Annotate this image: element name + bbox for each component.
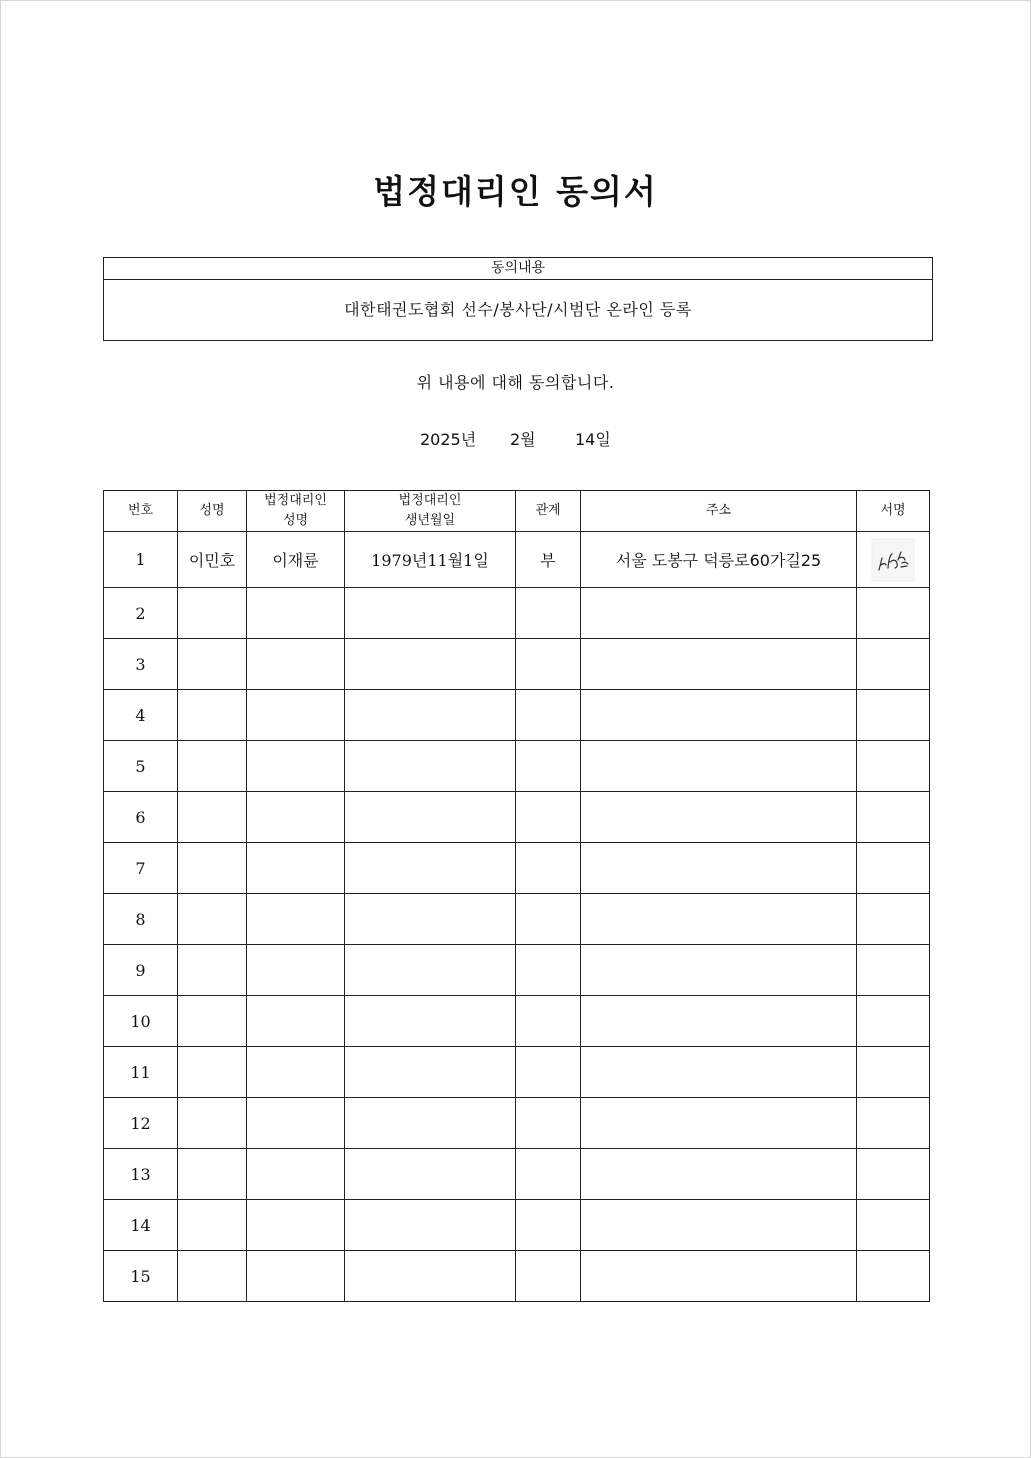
cell-address <box>581 690 857 741</box>
cell-birth <box>345 741 516 792</box>
cell-address <box>581 1047 857 1098</box>
cell-signature <box>857 1047 930 1098</box>
cell-relation <box>516 843 581 894</box>
cell-no: 14 <box>104 1200 178 1251</box>
cell-signature <box>857 690 930 741</box>
header-no: 번호 <box>104 491 178 532</box>
cell-address <box>581 792 857 843</box>
cell-name <box>178 1200 247 1251</box>
cell-address: 서울 도봉구 덕릉로60가길25 <box>581 532 857 588</box>
cell-guardian <box>247 1047 345 1098</box>
document-title: 법정대리인 동의서 <box>373 172 658 211</box>
cell-birth <box>345 894 516 945</box>
cell-guardian <box>247 894 345 945</box>
agree-statement: 위 내용에 대해 동의합니다. <box>416 373 615 392</box>
cell-guardian: 이재륜 <box>247 532 345 588</box>
cell-relation <box>516 1200 581 1251</box>
cell-guardian <box>247 792 345 843</box>
table-row <box>104 1047 930 1098</box>
cell-birth <box>345 1149 516 1200</box>
cell-birth <box>345 639 516 690</box>
cell-birth <box>345 1098 516 1149</box>
cell-signature <box>857 1251 930 1302</box>
cell-name <box>178 1149 247 1200</box>
cell-guardian <box>247 945 345 996</box>
cell-birth <box>345 690 516 741</box>
header-signature: 서명 <box>857 491 930 532</box>
cell-address <box>581 741 857 792</box>
cell-signature <box>857 945 930 996</box>
cell-name <box>178 690 247 741</box>
date-line <box>0 427 1031 449</box>
cell-address <box>581 1251 857 1302</box>
cell-no: 9 <box>104 945 178 996</box>
cell-birth <box>345 1251 516 1302</box>
cell-signature <box>857 792 930 843</box>
table-row <box>104 532 930 588</box>
cell-relation <box>516 894 581 945</box>
cell-name <box>178 1098 247 1149</box>
header-address: 주소 <box>581 491 857 532</box>
header-guardian-name-line2: 성명 <box>282 513 309 528</box>
cell-no: 3 <box>104 639 178 690</box>
cell-signature <box>857 588 930 639</box>
cell-guardian <box>247 1251 345 1302</box>
cell-name: 이민호 <box>178 532 247 588</box>
cell-signature <box>857 1200 930 1251</box>
cell-birth <box>345 945 516 996</box>
date-year: 2025년 <box>420 430 477 449</box>
cell-guardian <box>247 741 345 792</box>
cell-no: 12 <box>104 1098 178 1149</box>
cell-address <box>581 1149 857 1200</box>
cell-name <box>178 996 247 1047</box>
cell-birth <box>345 996 516 1047</box>
table-row <box>104 741 930 792</box>
cell-guardian <box>247 1200 345 1251</box>
cell-relation <box>516 1098 581 1149</box>
header-name: 성명 <box>178 491 247 532</box>
cell-guardian <box>247 1098 345 1149</box>
cell-no: 11 <box>104 1047 178 1098</box>
cell-guardian <box>247 690 345 741</box>
table-row <box>104 945 930 996</box>
cell-birth <box>345 588 516 639</box>
header-guardian-birth-line2: 생년월일 <box>404 513 456 528</box>
cell-signature <box>857 1149 930 1200</box>
table-row <box>104 1251 930 1302</box>
consent-content: 대한태권도협회 선수/봉사단/시범단 온라인 등록 <box>344 300 692 319</box>
cell-signature <box>857 741 930 792</box>
cell-address <box>581 843 857 894</box>
consent-header: 동의내용 <box>104 258 932 280</box>
table-row <box>104 792 930 843</box>
signature-image <box>871 538 915 582</box>
consent-box <box>103 257 933 341</box>
cell-address <box>581 1200 857 1251</box>
header-guardian-name-line1: 법정대리인 <box>264 493 327 508</box>
cell-birth <box>345 1200 516 1251</box>
cell-name <box>178 792 247 843</box>
cell-guardian <box>247 1149 345 1200</box>
cell-guardian <box>247 588 345 639</box>
cell-birth: 1979년11월1일 <box>345 532 516 588</box>
cell-relation <box>516 588 581 639</box>
cell-relation <box>516 1047 581 1098</box>
cell-no: 1 <box>104 532 178 588</box>
table-row <box>104 1200 930 1251</box>
cell-relation: 부 <box>516 532 581 588</box>
cell-no: 5 <box>104 741 178 792</box>
cell-guardian <box>247 996 345 1047</box>
cell-relation <box>516 996 581 1047</box>
header-guardian-birth-line1: 법정대리인 <box>398 493 462 508</box>
cell-signature <box>857 639 930 690</box>
cell-signature <box>857 1098 930 1149</box>
table-row <box>104 639 930 690</box>
table-row <box>104 894 930 945</box>
table-row <box>104 996 930 1047</box>
cell-guardian <box>247 639 345 690</box>
cell-no: 8 <box>104 894 178 945</box>
cell-guardian <box>247 843 345 894</box>
cell-name <box>178 1251 247 1302</box>
cell-signature <box>857 894 930 945</box>
cell-address <box>581 996 857 1047</box>
cell-address <box>581 588 857 639</box>
date-month: 2월 <box>510 430 536 449</box>
header-relation: 관계 <box>516 491 581 532</box>
cell-no: 7 <box>104 843 178 894</box>
registration-table <box>103 490 930 1302</box>
header-guardian-birth <box>345 491 516 532</box>
cell-no: 6 <box>104 792 178 843</box>
cell-address <box>581 639 857 690</box>
table-row <box>104 1149 930 1200</box>
cell-name <box>178 894 247 945</box>
table-row <box>104 843 930 894</box>
cell-name <box>178 741 247 792</box>
cell-relation <box>516 945 581 996</box>
cell-relation <box>516 1149 581 1200</box>
cell-name <box>178 639 247 690</box>
cell-birth <box>345 843 516 894</box>
cell-no: 4 <box>104 690 178 741</box>
cell-name <box>178 843 247 894</box>
date-day: 14일 <box>575 430 611 449</box>
cell-address <box>581 894 857 945</box>
cell-name <box>178 588 247 639</box>
cell-relation <box>516 741 581 792</box>
cell-signature <box>857 843 930 894</box>
cell-no: 15 <box>104 1251 178 1302</box>
cell-relation <box>516 792 581 843</box>
cell-no: 13 <box>104 1149 178 1200</box>
cell-birth <box>345 1047 516 1098</box>
table-row <box>104 690 930 741</box>
table-row <box>104 1098 930 1149</box>
cell-relation <box>516 639 581 690</box>
cell-name <box>178 1047 247 1098</box>
cell-address <box>581 945 857 996</box>
cell-address <box>581 1098 857 1149</box>
cell-relation <box>516 1251 581 1302</box>
table-row <box>104 588 930 639</box>
cell-birth <box>345 792 516 843</box>
cell-no: 10 <box>104 996 178 1047</box>
cell-signature <box>857 996 930 1047</box>
cell-relation <box>516 690 581 741</box>
table-header-row <box>104 491 930 532</box>
cell-no: 2 <box>104 588 178 639</box>
header-guardian-name <box>247 491 345 532</box>
cell-signature <box>857 532 930 588</box>
cell-name <box>178 945 247 996</box>
